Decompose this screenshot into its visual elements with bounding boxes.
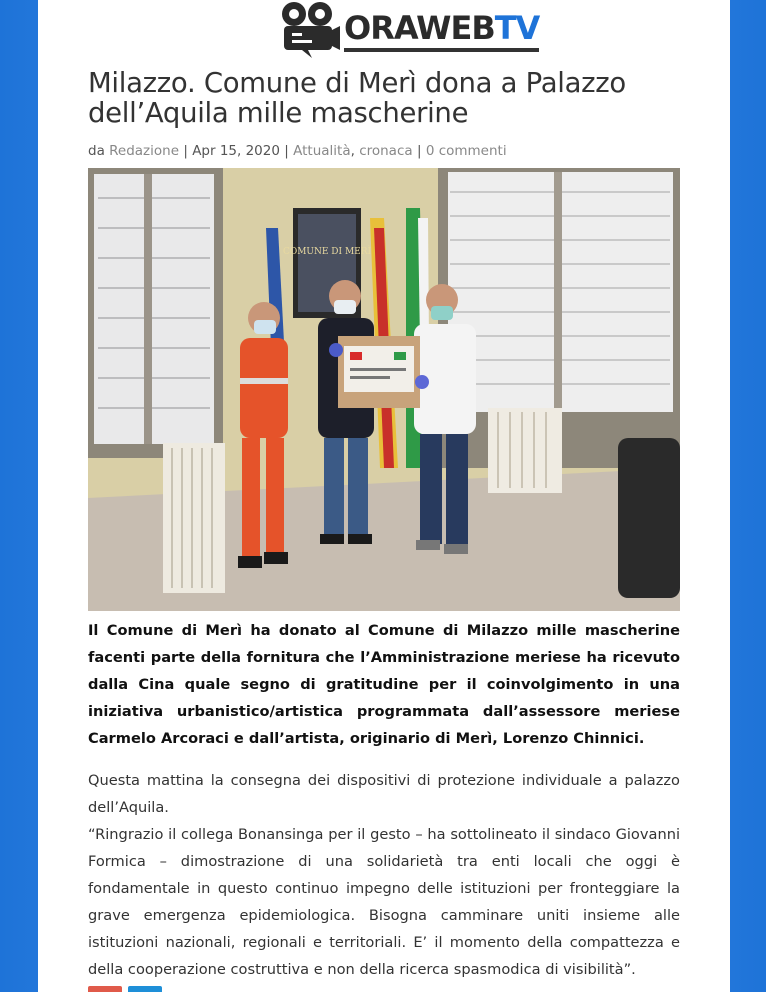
logo-accent-text: TV [494,9,540,47]
share-google-icon[interactable] [88,986,122,992]
article-paragraph-1: Questa mattina la consegna dei dispositivi di protezione individuale a palazzo dell’Aquila. [88,772,680,816]
meta-prefix: da [88,143,105,159]
meta-separator: | [183,143,188,159]
featured-photo-illustration [88,168,680,611]
category-link-attualita[interactable]: Attualità [293,143,351,159]
site-logo[interactable] [278,0,540,60]
logo-main-text: ORAWEB [344,9,495,47]
author-link[interactable]: Redazione [109,143,180,159]
featured-photo [88,168,680,611]
meta-separator: | [416,143,422,159]
article-title: Milazzo. Comune di Merì dona a Palazzo dell’Aquila mille mascherine [88,67,626,129]
camera-logo-icon [278,0,342,60]
article-paragraph-2: “Ringrazio il collega Bonansinga per il gesto – ha sottolineato il sindaco Giovanni Formica – dimostrazione di una solidarietà tra enti locali che oggi è fondamentale in questo continuo impegno delle istituzioni per fronteggiare la grave emergenza epidemiologica. Bisogna camminare uniti insieme alle istituzioni nazionali, regionali e territoriali. E’ il momento della compattezza e della cooperazione costruttiva e non della ricerca spasmodica di visibilità”. [88,826,680,978]
category-link-cronaca[interactable]: cronaca [359,143,413,159]
article-card [38,0,730,992]
article-lead: Il Comune di Merì ha donato al Comune di Milazzo mille mascherine facenti parte della fornitura che l’Amministrazione meriese ha ricevuto dalla Cina quale segno di gratitudine per il coinvolgimento in una iniziativa urbanistico/artistica programmata dall’assessore meriese Carmelo Arcoraci e dall’artista, originario di Merì, Lorenzo Chinnici. [88,622,680,747]
photo-banner-text: COMUNE DI MERÌ [282,247,372,257]
comments-link[interactable]: 0 commenti [425,143,507,159]
meta-separator: | [284,143,289,159]
share-email-icon[interactable] [128,986,162,992]
post-date: Apr 15, 2020 [192,143,280,159]
logo-wordmark [344,8,539,52]
share-buttons [88,986,168,992]
meta-comma: , [350,143,355,159]
post-meta [88,141,688,161]
